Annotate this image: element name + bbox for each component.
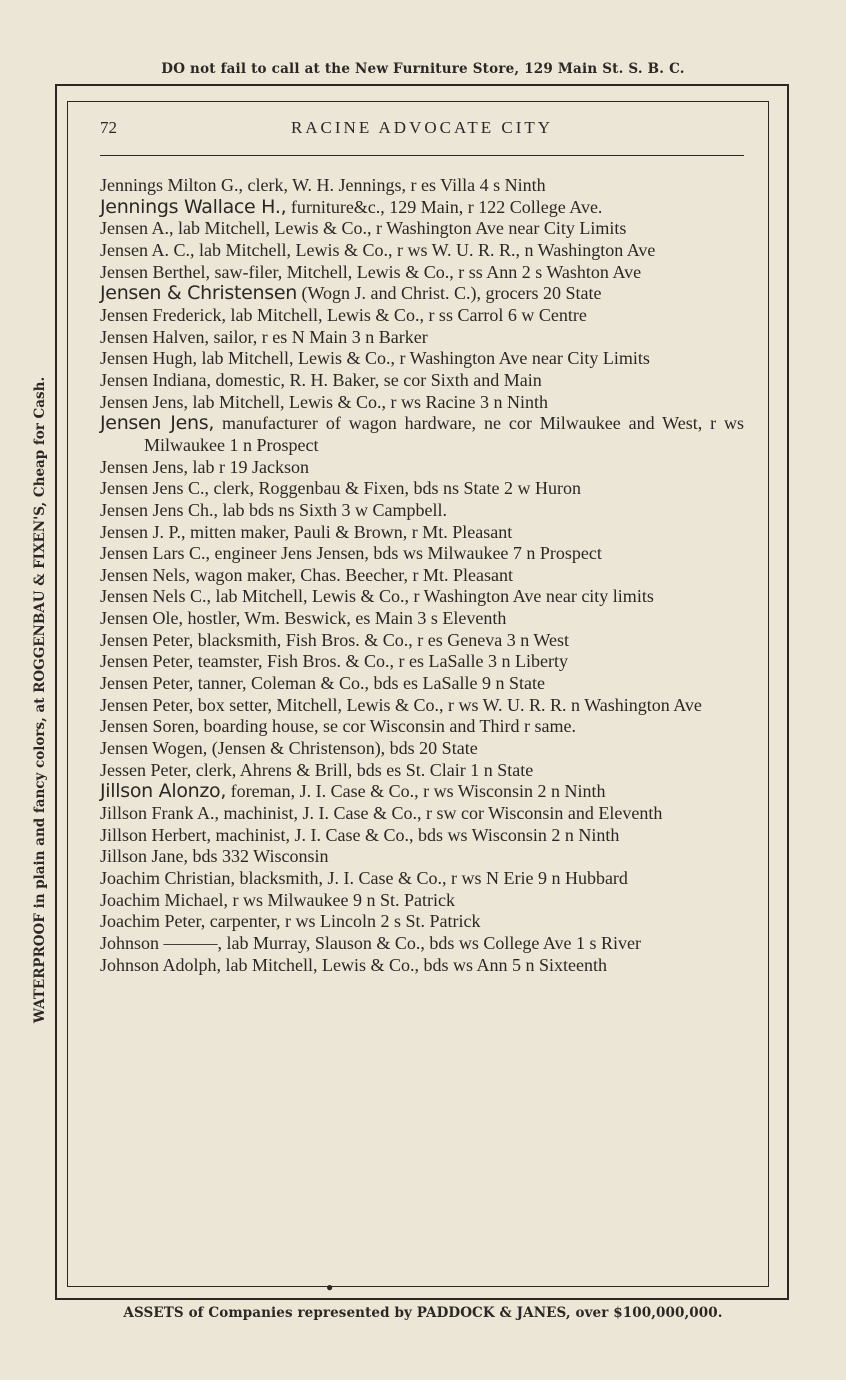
directory-entry [100, 413, 744, 456]
entry-details: (Wogn J. and Christ. C.), grocers 20 State [296, 283, 602, 304]
top-advertisement: DO not fail to call at the New Furniture Store, 129 Main St. S. B. C. [161, 61, 685, 77]
directory-entry [100, 197, 744, 219]
entry-details: domestic, R. H. Baker, se cor Sixth and Main [210, 369, 542, 390]
entry-details: saw-filer, Mitchell, Lewis & Co., r ss Ann 2 s Washton Ave [209, 261, 642, 282]
entry-name: Joachim Peter, [100, 911, 206, 932]
directory-entry [100, 283, 744, 305]
entry-name: Jillson Jane, [100, 846, 188, 867]
entry-name: Jensen Wogen, [100, 738, 208, 759]
entry-details: foreman, J. I. Case & Co., r ws Wisconsin 2 n Ninth [226, 781, 606, 802]
directory-entry [100, 630, 744, 652]
entry-name: Jensen Jens, [100, 456, 188, 477]
entry-details: furniture&c., 129 Main, r 122 College Ave. [286, 196, 603, 217]
entry-name: Jensen Jens, [100, 412, 215, 435]
page-header [100, 118, 744, 140]
entry-name: Jennings Wallace H., [100, 195, 287, 218]
entry-details: tanner, Coleman & Co., bds es LaSalle 9 n State [193, 673, 545, 694]
frame-ornament-dot: ● [326, 1280, 334, 1294]
directory-entry [100, 522, 744, 544]
entry-name: Jillson Alonzo, [100, 780, 227, 803]
directory-entry [100, 327, 744, 349]
entry-details: boarding house, se cor Wisconsin and Third r same. [198, 716, 577, 737]
directory-entry [100, 868, 744, 890]
entry-details: wagon maker, Chas. Beecher, r Mt. Pleasant [189, 564, 513, 585]
entry-details: lab Mitchell, Lewis & Co., r ws W. U. R. R., n Washington Ave [194, 239, 656, 260]
directory-entries [100, 175, 744, 976]
entry-details: lab r 19 Jackson [188, 456, 309, 477]
entry-details: bds 332 Wisconsin [188, 846, 329, 867]
directory-entry [100, 890, 744, 912]
entry-details: lab Mitchell, Lewis & Co., r ws Racine 3 n Ninth [188, 391, 548, 412]
directory-entry [100, 240, 744, 262]
entry-name: Jensen Berthel, [100, 261, 210, 282]
entry-name: Jensen A. C., [100, 239, 195, 260]
entry-details: r ws Milwaukee 9 n St. Patrick [227, 889, 455, 910]
entry-name: Jessen Peter, [100, 759, 192, 780]
entry-name: Jillson Frank A., [100, 803, 220, 824]
entry-details: machinist, J. I. Case & Co., r sw cor Wisconsin and Eleventh [219, 803, 663, 824]
entry-details: lab Murray, Slauson & Co., bds ws College Ave 1 s River [222, 932, 641, 953]
side-advertisement: WATERPROOF in plain and fancy colors, at ROGGENBAU & FIXEN'S, Cheap for Cash. [32, 376, 48, 1024]
entry-details: clerk, Roggenbau & Fixen, bds ns State 2 w Huron [209, 478, 581, 499]
entry-details: lab Mitchell, Lewis & Co., bds ws Ann 5 n Sixteenth [221, 954, 608, 975]
directory-entry [100, 695, 744, 717]
directory-entry [100, 478, 744, 500]
entry-details: lab Mitchell, Lewis & Co., r Washington Ave near city limits [211, 586, 654, 607]
entry-details: manufacturer of wagon hardware, ne cor Milwaukee and West, r ws Milwaukee 1 n Prospect [144, 413, 744, 455]
entry-name: Jensen A., [100, 218, 174, 239]
directory-entry [100, 825, 744, 847]
entry-name: Jennings Milton G., [100, 175, 244, 195]
directory-entry [100, 673, 744, 695]
directory-entry [100, 651, 744, 673]
entry-name: Jensen Peter, [100, 629, 194, 650]
directory-entry [100, 500, 744, 522]
entry-details: box setter, Mitchell, Lewis & Co., r ws W. U. R. R. n Washington Ave [193, 694, 702, 715]
entry-name: Jillson Herbert, [100, 824, 211, 845]
entry-name: Jensen Lars C., [100, 543, 210, 564]
entry-name: Jensen Jens Ch., [100, 499, 218, 520]
directory-entry [100, 543, 744, 565]
directory-entry [100, 565, 744, 587]
directory-entry [100, 738, 744, 760]
entry-details: teamster, Fish Bros. & Co., r es LaSalle 3 n Liberty [193, 651, 568, 672]
entry-details: blacksmith, J. I. Case & Co., r ws N Erie 9 n Hubbard [234, 868, 628, 888]
entry-name: Jensen Frederick, [100, 304, 226, 325]
directory-entry [100, 933, 744, 955]
directory-entry [100, 586, 744, 608]
entry-details: lab Mitchell, Lewis & Co., r Washington Ave near City Limits [197, 348, 650, 369]
bottom-advertisement: ASSETS of Companies represented by PADDOCK & JANES, over $100,000,000. [123, 1305, 723, 1321]
entry-details: lab Mitchell, Lewis & Co., r ss Carrol 6 w Centre [225, 304, 587, 325]
entry-details: blacksmith, Fish Bros. & Co., r es Geneva 3 n West [193, 629, 569, 650]
entry-name: Jensen Peter, [100, 694, 194, 715]
entry-name: Jensen Peter, [100, 651, 194, 672]
directory-entry [100, 348, 744, 370]
entry-details: hostler, Wm. Beswick, es Main 3 s Eleventh [182, 608, 507, 629]
directory-entry [100, 262, 744, 284]
page-title: RACINE ADVOCATE CITY [290, 118, 554, 137]
entry-name: Jensen Ole, [100, 608, 183, 629]
entry-name: Jensen Nels C., [100, 586, 211, 607]
entry-name: Jensen & Christensen [100, 282, 297, 305]
entry-name: Joachim Christian, [100, 868, 235, 888]
entry-name: Jensen Nels, [100, 564, 190, 585]
entry-name: Jensen Jens, [100, 391, 188, 412]
directory-entry [100, 392, 744, 414]
page-number: 72 [100, 118, 117, 137]
entry-name: Johnson ———, [100, 932, 223, 953]
entry-details: carpenter, r ws Lincoln 2 s St. Patrick [205, 911, 481, 932]
directory-entry [100, 781, 744, 803]
entry-name: Jensen Hugh, [100, 348, 197, 369]
directory-entry [100, 955, 744, 977]
entry-name: Johnson Adolph, [100, 954, 222, 975]
entry-details: lab bds ns Sixth 3 w Campbell. [218, 499, 447, 520]
entry-name: Jensen J. P., [100, 521, 186, 542]
entry-details: sailor, r es N Main 3 n Barker [208, 326, 428, 347]
directory-entry [100, 370, 744, 392]
entry-name: Jensen Soren, [100, 716, 199, 737]
directory-entry [100, 911, 744, 933]
entry-name: Jensen Indiana, [100, 369, 211, 390]
header-rule [100, 155, 744, 156]
directory-entry [100, 175, 744, 197]
directory-entry [100, 803, 744, 825]
entry-name: Jensen Peter, [100, 673, 194, 694]
directory-entry [100, 608, 744, 630]
directory-entry [100, 716, 744, 738]
entry-details: engineer Jens Jensen, bds ws Milwaukee 7 n Prospect [209, 543, 602, 564]
entry-details: machinist, J. I. Case & Co., bds ws Wisconsin 2 n Ninth [210, 824, 620, 845]
entry-name: Joachim Michael, [100, 889, 228, 910]
entry-details: (Jensen & Christenson), bds 20 State [207, 738, 478, 759]
directory-entry [100, 760, 744, 782]
entry-details: clerk, Ahrens & Brill, bds es St. Clair 1 n State [191, 759, 534, 780]
entry-name: Jensen Halven, [100, 326, 209, 347]
directory-entry [100, 218, 744, 240]
directory-entry [100, 457, 744, 479]
directory-entry [100, 846, 744, 868]
directory-entry [100, 305, 744, 327]
entry-details: clerk, W. H. Jennings, r es Villa 4 s Ninth [243, 175, 546, 195]
entry-name: Jensen Jens C., [100, 478, 209, 499]
entry-details: mitten maker, Pauli & Brown, r Mt. Pleasant [185, 521, 513, 542]
entry-details: lab Mitchell, Lewis & Co., r Washington Ave near City Limits [173, 218, 627, 239]
